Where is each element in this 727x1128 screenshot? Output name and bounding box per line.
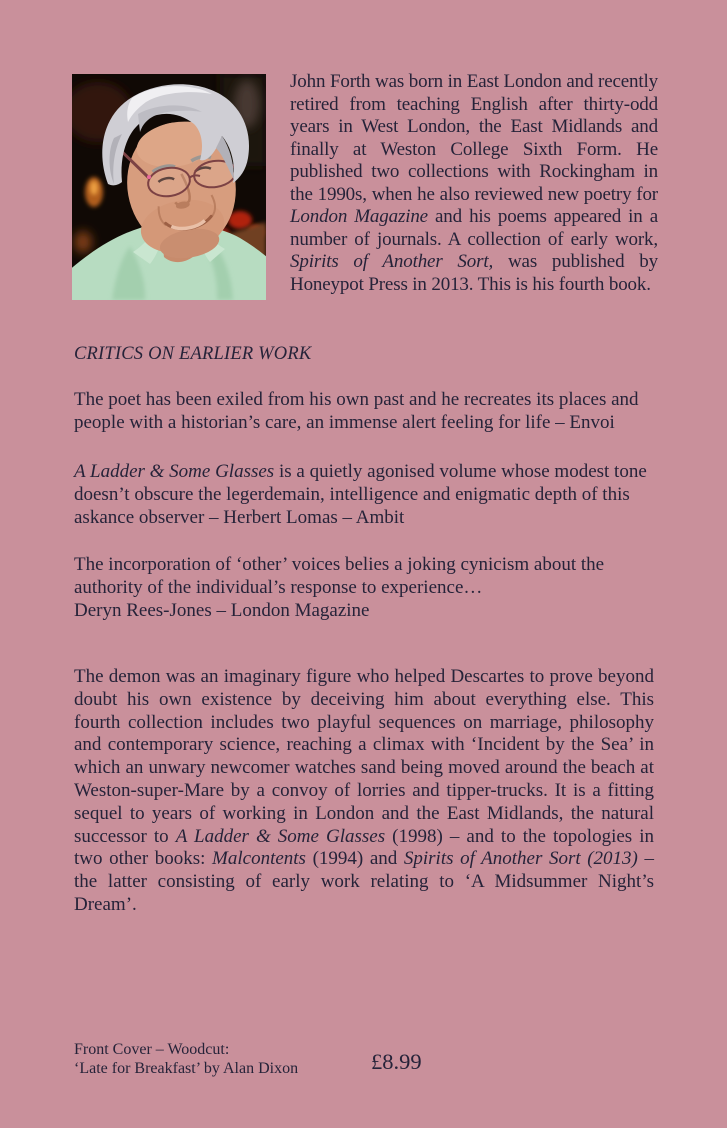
critics-heading: CRITICS ON EARLIER WORK xyxy=(74,344,312,364)
front-cover-credit-line1: Front Cover – Woodcut: xyxy=(74,1041,230,1058)
author-photo xyxy=(72,74,266,300)
photo-glasses-hinge xyxy=(147,175,151,179)
front-cover-credit xyxy=(74,1041,298,1078)
author-bio: John Forth was born in East London and recently retired from teaching English after thirty-odd years in West London, the East Midlands and finally at Weston College Sixth Form. He published two collections with Rockingham in the 1990s, when he also reviewed new poetry for London Magazine and his poems appeared in a number of journals. A collection of early work, Spirits of Another Sort, was published by Honeypot Press in 2013. This is his fourth book. xyxy=(290,71,658,295)
price: £8.99 xyxy=(371,1049,422,1074)
front-cover-credit-line2: ‘Late for Breakfast’ by Alan Dixon xyxy=(74,1059,299,1077)
critic-quote-herbert-lomas: A Ladder & Some Glasses is a quietly agonised volume whose modest tone doesn’t obscure the legerdemain, intelligence and enigmatic depth of this askance observer – Herbert Lomas – Ambit xyxy=(74,461,647,528)
book-blurb: The demon was an imaginary figure who helped Descartes to prove beyond doubt his own existence by deceiving him about everything else. This fourth collection includes two playful sequences on marriage, philosophy and contemporary science, reaching a climax with ‘Incident by the Sea’ in which an unwary newcomer watches sand being moved around the beach at Weston-super-Mare by a convoy of lorries and tipper-trucks. It is a fitting sequel to years of working in London and the East Midlands, the natural successor to A Ladder & Some Glasses (1998) – and to the topologies in two other books: Malcontents (1994) and Spirits of Another Sort (2013) – the latter consisting of early work relating to ‘A Midsummer Night’s Dream’. xyxy=(74,666,654,915)
critic-quote-deryn-rees-jones: The incorporation of ‘other’ voices belies a joking cynicism about the authority of the individual’s response to experience… Deryn Rees-Jones – London Magazine xyxy=(74,554,605,621)
critic-quote-envoi: The poet has been exiled from his own past and he recreates its places and people with a historian’s care, an immense alert feeling for life – Envoi xyxy=(74,389,639,433)
author-photo-illustration xyxy=(72,74,266,300)
